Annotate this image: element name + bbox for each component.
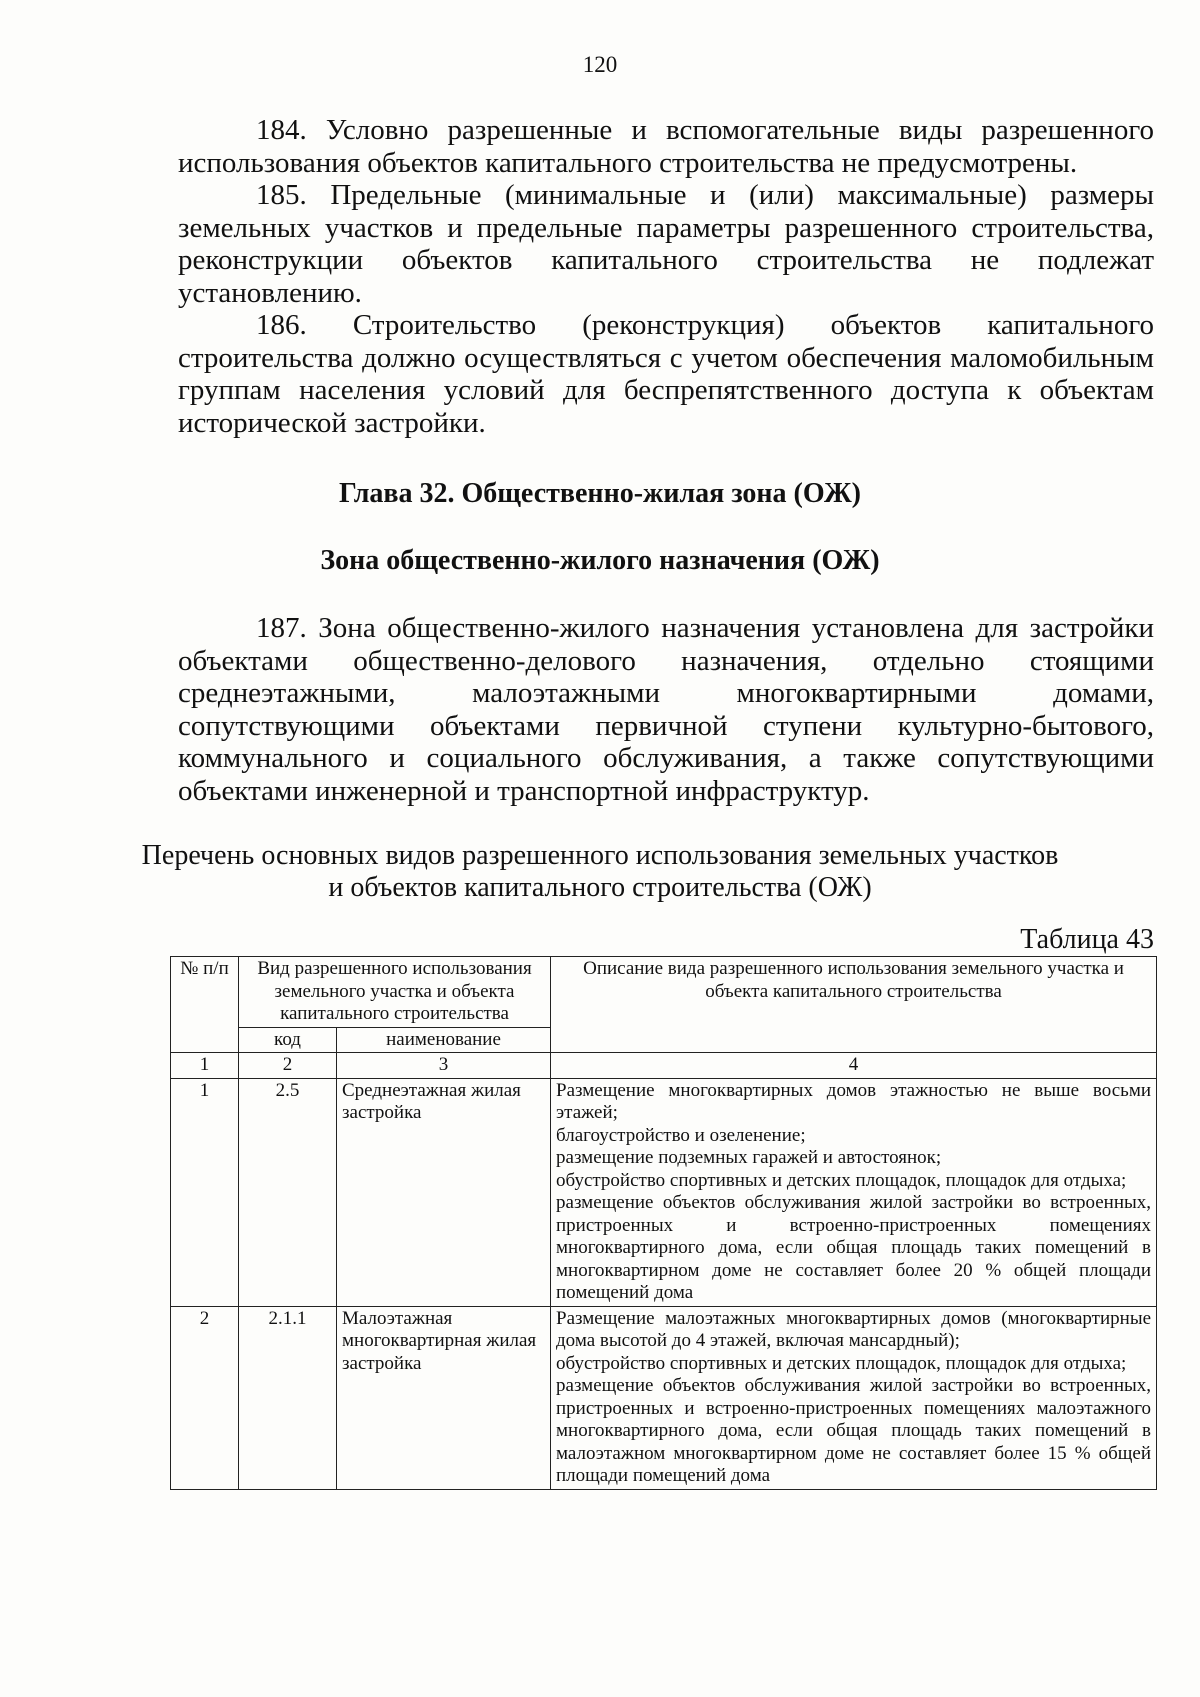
- table-row: [171, 1306, 1157, 1489]
- paragraph-186: 186. Строительство (реконструкция) объектов капитального строительства должно осуществляться с учетом обеспечения маломобильным группам населения условий для беспрепятственного доступа к объектам исторической застройки.: [178, 309, 1154, 439]
- row-name: Малоэтажная многоквартирная жилая застройка: [337, 1306, 551, 1489]
- row-code: 2.1.1: [239, 1306, 337, 1489]
- row-num: 2: [171, 1306, 239, 1489]
- row-description: [551, 1306, 1157, 1489]
- column-number: 1: [171, 1053, 239, 1079]
- header-name: наименование: [337, 1027, 551, 1053]
- list-title-line2: и объектов капитального строительства (ОЖ): [328, 872, 872, 903]
- description-line: Размещение многоквартирных домов этажностью не выше восьми этажей;: [556, 1079, 1152, 1123]
- row-name: Среднеэтажная жилая застройка: [337, 1078, 551, 1306]
- paragraph-187-block: [178, 612, 1154, 807]
- list-title-line1: Перечень основных видов разрешенного использования земельных участков: [141, 840, 1059, 871]
- paragraph-187: 187. Зона общественно-жилого назначения установлена для застройки объектами общественно-делового назначения, отдельно стоящими среднеэтажными, малоэтажными многоквартирными домами, сопутствующими объектами первичной ступени культурно-бытового, коммунального и социального обслуживания, а также сопутствующими объектами инженерной и транспортной инфраструктур.: [178, 612, 1154, 807]
- header-description: Описание вида разрешенного использования земельного участка и объекта капитального строительства: [551, 957, 1157, 1053]
- paragraph-184: 184. Условно разрешенные и вспомогательные виды разрешенного использования объектов капитального строительства не предусмотрены.: [178, 114, 1154, 179]
- description-line: размещение подземных гаражей и автостоянок;: [556, 1147, 942, 1168]
- table-row: [171, 1078, 1157, 1306]
- description-line: размещение объектов обслуживания жилой застройки во встроенных, пристроенных и встроенно-пристроенных помещениях многоквартирного дома, если общая площадь таких помещений в многоквартирном доме не составляет более 20 % общей площади помещений дома: [556, 1192, 1152, 1303]
- table-header-row: [171, 957, 1157, 1028]
- use-types-table: [170, 956, 1157, 1490]
- header-use-kind: Вид разрешенного использования земельного участка и объекта капитального строительства: [239, 957, 551, 1028]
- page-number: 120: [582, 52, 618, 77]
- list-title: [0, 840, 1200, 904]
- paragraph-185: 185. Предельные (минимальные и (или) максимальные) размеры земельных участков и предельные параметры разрешенного строительства, реконструкции объектов капитального строительства не подлежат установлению.: [178, 179, 1154, 309]
- header-code: код: [239, 1027, 337, 1053]
- column-number: 4: [551, 1053, 1157, 1079]
- column-number: 3: [337, 1053, 551, 1079]
- column-numbers-row: [171, 1053, 1157, 1079]
- description-line: обустройство спортивных и детских площадок, площадок для отдыха;: [556, 1169, 1127, 1191]
- description-line: Размещение малоэтажных многоквартирных домов (многоквартирные дома высотой до 4 этажей, включая мансардный);: [556, 1307, 1152, 1351]
- chapter-heading: Глава 32. Общественно-жилая зона (ОЖ): [339, 478, 861, 509]
- description-line: благоустройство и озеленение;: [556, 1124, 806, 1146]
- description-line: обустройство спортивных и детских площадок, площадок для отдыха;: [556, 1352, 1127, 1374]
- row-num: 1: [171, 1078, 239, 1306]
- table-label: Таблица 43: [1020, 924, 1154, 955]
- zone-heading: Зона общественно-жилого назначения (ОЖ): [320, 545, 880, 576]
- row-code: 2.5: [239, 1078, 337, 1306]
- header-num: № п/п: [171, 957, 239, 1053]
- column-number: 2: [239, 1053, 337, 1079]
- row-description: [551, 1078, 1157, 1306]
- description-line: размещение объектов обслуживания жилой застройки во встроенных, пристроенных и встроенно-пристроенных помещениях малоэтажного многоквартирного дома, если общая площадь таких помещений в малоэтажном многоквартирном доме не составляет более 15 % общей площади помещений дома: [556, 1375, 1152, 1486]
- paragraphs-top: [178, 114, 1154, 439]
